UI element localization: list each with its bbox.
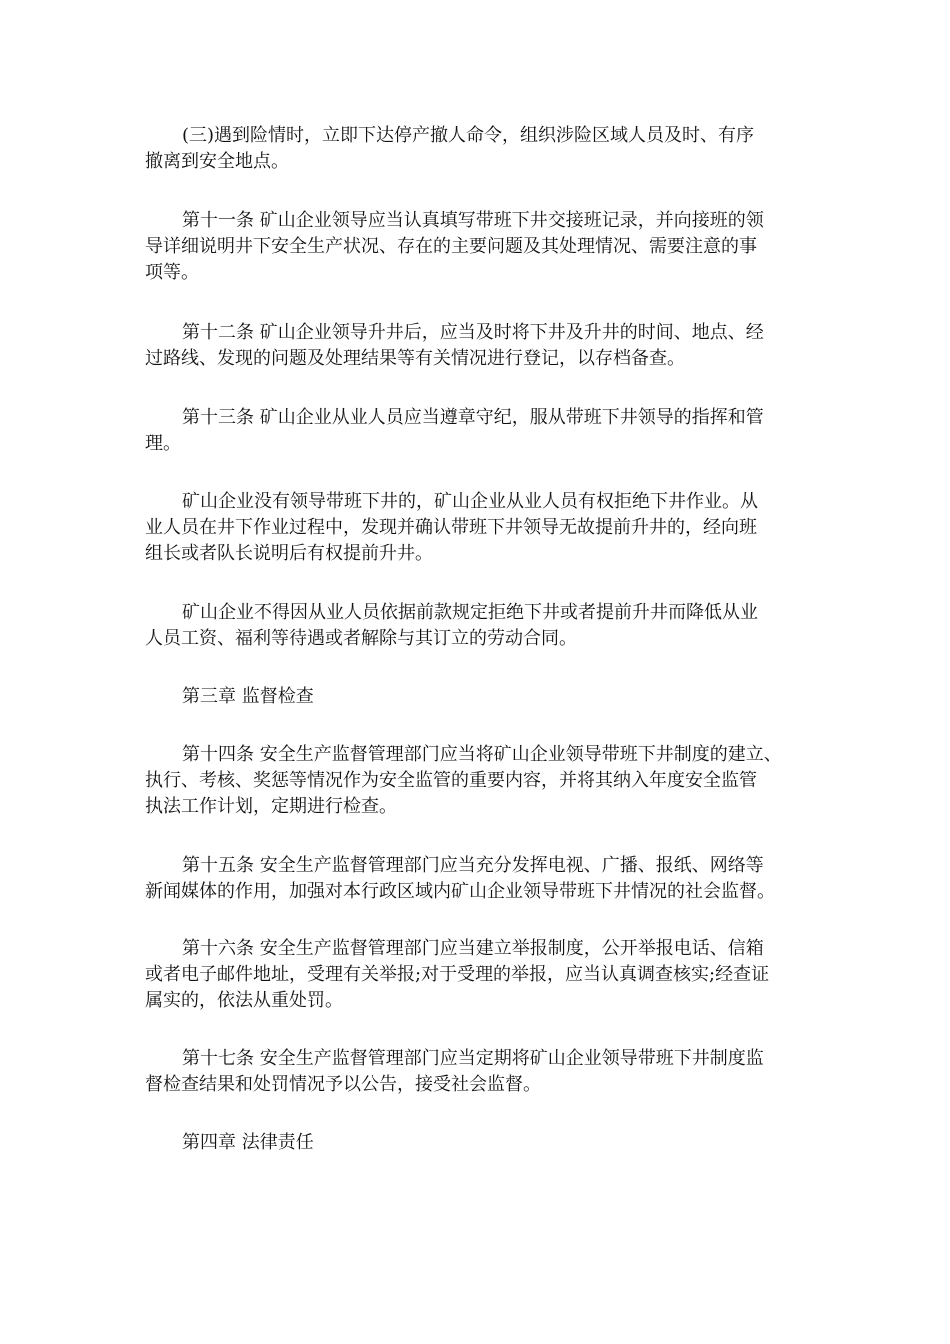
paragraph-article-15 <box>145 853 815 905</box>
text-line: 业人员在井下作业过程中，发现并确认带班下井领导无故提前升井的，经向班 <box>145 517 757 538</box>
paragraph-1 <box>145 123 815 175</box>
text-line: 或者电子邮件地址，受理有关举报;对于受理的举报，应当认真调查核实;经查证 <box>145 964 770 985</box>
chapter-3-heading <box>145 684 815 710</box>
text-line: 第十一条 矿山企业领导应当认真填写带班下井交接班记录，并向接班的领 <box>182 210 764 231</box>
text-line: 矿山企业没有领导带班下井的，矿山企业从业人员有权拒绝下井作业。从 <box>182 491 758 512</box>
paragraph-no-retaliation <box>145 600 815 652</box>
text-line: 人员工资、福利等待遇或者解除与其订立的劳动合同。 <box>145 628 577 649</box>
text-line: 属实的，依法从重处罚。 <box>145 990 343 1011</box>
paragraph-article-13 <box>145 405 815 457</box>
text-line: 督检查结果和处罚情况予以公告，接受社会监督。 <box>145 1074 541 1095</box>
paragraph-article-11 <box>145 208 815 286</box>
paragraph-article-17 <box>145 1046 815 1098</box>
text-line: 执行、考核、奖惩等情况作为安全监管的重要内容，并将其纳入年度安全监管 <box>145 770 757 791</box>
text-line: 第三章 监督检查 <box>182 686 314 707</box>
paragraph-refuse-work <box>145 489 815 567</box>
paragraph-article-14 <box>145 742 815 820</box>
text-line: (三)遇到险情时，立即下达停产撤人命令，组织涉险区域人员及时、有序 <box>182 125 755 146</box>
chapter-4-heading <box>145 1130 815 1156</box>
text-line: 第十六条 安全生产监督管理部门应当建立举报制度，公开举报电话、信箱 <box>182 938 764 959</box>
text-line: 新闻媒体的作用，加强对本行政区域内矿山企业领导带班下井情况的社会监督。 <box>145 881 775 902</box>
text-line: 导详细说明井下安全生产状况、存在的主要问题及其处理情况、需要注意的事 <box>145 236 757 257</box>
text-line: 项等。 <box>145 262 199 283</box>
text-line: 组长或者队长说明后有权提前升井。 <box>145 543 433 564</box>
text-line: 矿山企业不得因从业人员依据前款规定拒绝下井或者提前升井而降低从业 <box>182 602 758 623</box>
paragraph-article-16 <box>145 936 815 1014</box>
text-line: 执法工作计划，定期进行检查。 <box>145 796 397 817</box>
text-line: 第四章 法律责任 <box>182 1132 314 1153</box>
text-line: 第十七条 安全生产监督管理部门应当定期将矿山企业领导带班下井制度监 <box>182 1048 764 1069</box>
text-line: 理。 <box>145 433 181 454</box>
text-line: 第十二条 矿山企业领导升井后，应当及时将下井及升井的时间、地点、经 <box>182 322 764 343</box>
text-line: 第十五条 安全生产监督管理部门应当充分发挥电视、广播、报纸、网络等 <box>182 855 764 876</box>
text-line: 第十三条 矿山企业从业人员应当遵章守纪，服从带班下井领导的指挥和管 <box>182 407 764 428</box>
text-line: 过路线、发现的问题及处理结果等有关情况进行登记，以存档备查。 <box>145 348 685 369</box>
text-line: 第十四条 安全生产监督管理部门应当将矿山企业领导带班下井制度的建立、 <box>182 744 782 765</box>
text-line: 撤离到安全地点。 <box>145 151 289 172</box>
paragraph-article-12 <box>145 320 815 372</box>
